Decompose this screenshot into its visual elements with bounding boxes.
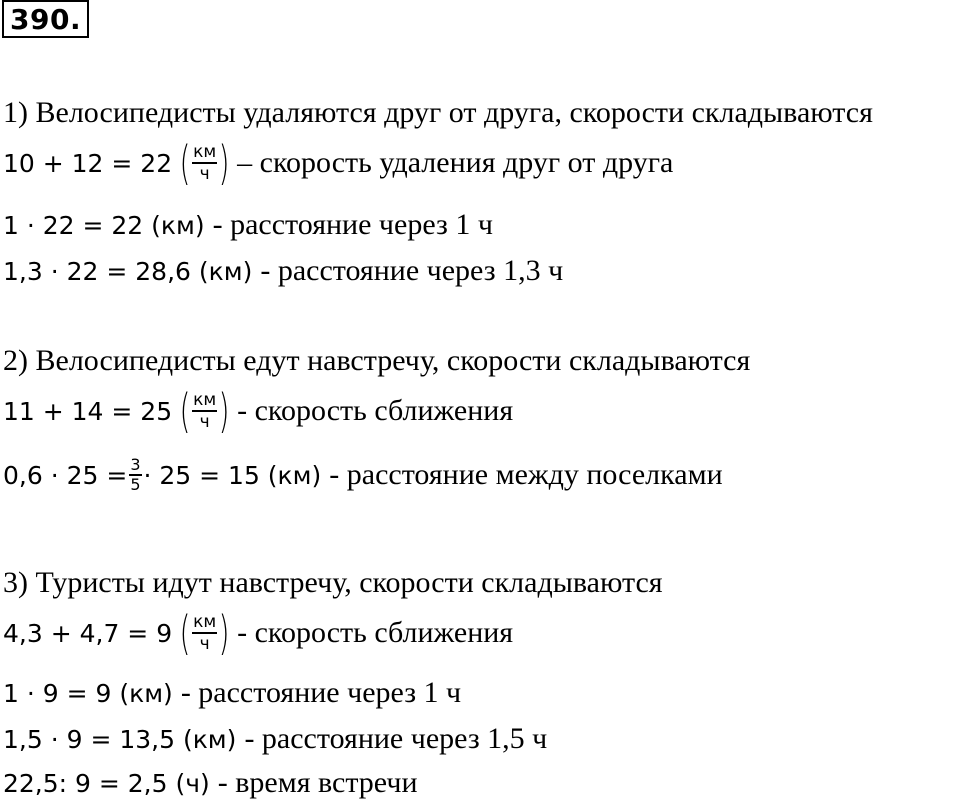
- part1-heading-text: 1) Велосипедисты удаляются друг от друга, скорости складываются: [3, 96, 873, 129]
- equation-expression: 11 + 14 = 25: [3, 396, 173, 426]
- unit-fraction: [192, 142, 217, 184]
- fraction-numerator: км: [193, 142, 217, 162]
- problem-number: 390.: [2, 0, 89, 38]
- equation-description: - расстояние через 1 ч: [212, 208, 493, 241]
- equation-description: - расстояние между поселками: [329, 458, 723, 491]
- fraction-numerator: 3: [130, 455, 141, 474]
- left-paren: (: [179, 606, 191, 660]
- unit-fraction: [192, 390, 217, 432]
- number-fraction: [129, 456, 141, 494]
- part2-heading-text: 2) Велосипедисты едут навстречу, скорости складываются: [3, 344, 751, 377]
- part3-heading: [3, 566, 663, 600]
- equation-description: - расстояние через 1,5 ч: [244, 722, 548, 755]
- equation-description: - расстояние через 1 ч: [180, 676, 462, 709]
- fraction-numerator: км: [193, 612, 217, 632]
- equation-expression: 1,3 · 22 = 28,6 (км): [3, 256, 253, 286]
- equation-description: - скорость сближения: [237, 616, 514, 649]
- part1-heading: [3, 96, 873, 130]
- fraction-denominator: ч: [199, 634, 210, 654]
- part2-heading: [3, 344, 750, 378]
- part3-equation-4: [3, 766, 418, 800]
- equation-description: – скорость удаления друг от друга: [237, 146, 674, 179]
- equation-expression-b: · 25 = 15 (км): [143, 460, 322, 490]
- part1-equation-3: [3, 254, 563, 288]
- fraction-denominator: ч: [199, 412, 210, 432]
- equation-description: - расстояние через 1,3 ч: [260, 254, 564, 287]
- equation-expression: 4,3 + 4,7 = 9: [3, 618, 173, 648]
- part2-equation-1: [3, 384, 514, 438]
- left-paren: (: [179, 136, 191, 190]
- left-paren: (: [179, 384, 191, 438]
- right-paren: ): [218, 384, 230, 438]
- equation-expression: 10 + 12 = 22: [3, 148, 173, 178]
- fraction-denominator: 5: [130, 475, 141, 494]
- part1-equation-1: [3, 136, 674, 190]
- fraction-numerator: км: [193, 390, 217, 410]
- equation-expression: 1 · 22 = 22 (км): [3, 210, 205, 240]
- unit-fraction: [192, 612, 217, 654]
- part2-equation-2: [3, 456, 723, 494]
- part3-equation-1: [3, 606, 514, 660]
- part3-equation-3: [3, 722, 547, 756]
- equation-expression: 1 · 9 = 9 (км): [3, 678, 173, 708]
- equation-expression-a: 0,6 · 25 =: [3, 460, 128, 490]
- equation-description: - время встречи: [217, 766, 418, 799]
- part3-equation-2: [3, 676, 461, 710]
- right-paren: ): [218, 136, 230, 190]
- equation-description: - скорость сближения: [237, 394, 514, 427]
- fraction-denominator: ч: [199, 164, 210, 184]
- equation-expression: 1,5 · 9 = 13,5 (км): [3, 724, 237, 754]
- equation-expression: 22,5: 9 = 2,5 (ч): [3, 768, 210, 798]
- part3-heading-text: 3) Туристы идут навстречу, скорости складываются: [3, 566, 663, 599]
- part1-equation-2: [3, 208, 493, 242]
- right-paren: ): [218, 606, 230, 660]
